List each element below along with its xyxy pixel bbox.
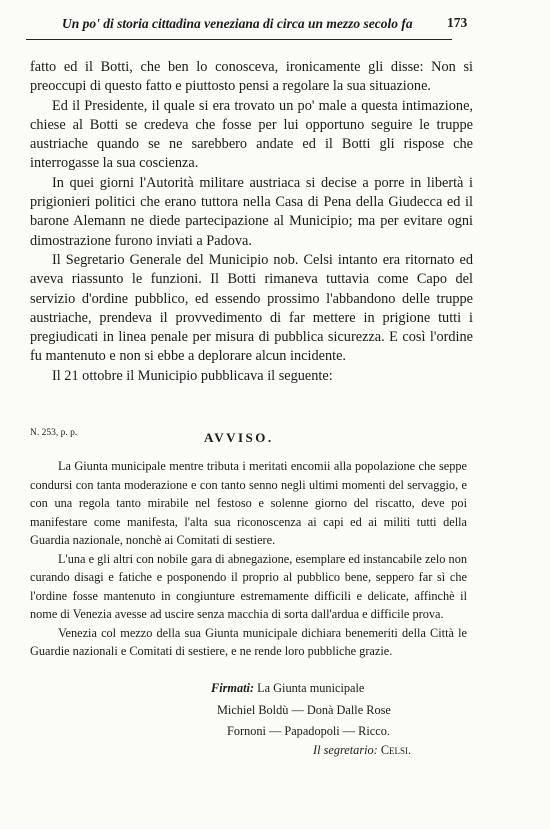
notice-title: AVVISO.	[204, 430, 274, 445]
secretary-line	[313, 743, 411, 758]
paragraph: Ed il Presidente, il quale si era trovato un po' male a questa intimazione, chiese al Botti se credeva che fosse per lui opportuno seguire le truppe austriache quando se ne sarebbero andate ed il Botti gli rispose che interrogasse la sua coscienza.	[30, 97, 473, 172]
page-number: 173	[447, 15, 468, 30]
main-text	[30, 58, 473, 386]
paragraph: fatto ed il Botti, che ben lo conosceva, ironicamente gli disse: Non si preoccupi di questo fatto e piuttosto pensi a regolare la sua situazione.	[30, 59, 473, 95]
paragraph: Il Segretario Generale del Municipio nob. Celsi intanto era ritornato ed aveva riassunto le funzioni. Il Botti rimaneva tuttavia come Capo del servizio d'ordine pubblico, ed essendo prossimo l'abbandono delle truppe austriache, prendeva il provvedimento di far mettere in prigione tutti i pregiudicati in linea penale per misura di pubblica sicurezza. E così l'ordine fu mantenuto e non si ebbe a deplorare alcun incidente.	[30, 251, 473, 365]
secretary-name: Celsi.	[380, 743, 412, 757]
protocol-reference: N. 253, p. p.	[30, 428, 78, 438]
header-rule	[26, 39, 452, 40]
notice-text	[30, 457, 467, 661]
signature-names-line1: Michiel Boldù — Donà Dalle Rose	[217, 703, 391, 717]
notice-paragraph: L'una e gli altri con nobile gara di abnegazione, esemplare ed instancabile zelo non curando disagi e fatiche e posponendo il proprio al pubblico bene, seppero far sì che l'ordine fosse mantenuto in congiunture estremamente difficili e delicate, affinchè il nome di Venezia avesse ad uscire senza macchia di sorta dall'ardua e difficile prova.	[30, 551, 467, 621]
giunta-label: La Giunta municipale	[257, 681, 365, 695]
notice-paragraph: Venezia col mezzo della sua Giunta municipale dichiara benemeriti della Città le Guardie nazionali e Comitati di sestiere, e ne rende loro pubbliche grazie.	[30, 625, 467, 658]
notice-paragraph: La Giunta municipale mentre tributa i meritati encomii alla popolazione che seppe condursi con tanta moderazione e con tanto senno negli ultimi momenti del servaggio, e con una regola tanto mirabile nel festoso e solenne giorno del riscatto, deve poi manifestare come manifesta, l'alta sua riconoscenza ai capi ed ai militi tutti della Guardia nazionale, nonchè ai Comitati di sestiere.	[30, 459, 467, 547]
paragraph: Il 21 ottobre il Municipio pubblicava il seguente:	[52, 367, 333, 384]
signature-header	[211, 681, 364, 696]
running-title: Un po' di storia cittadina veneziana di circa un mezzo secolo fa	[62, 16, 413, 31]
firmati-label: Firmati:	[211, 681, 255, 695]
secretary-label: Il segretario:	[313, 743, 378, 757]
signature-names-line2: Fornoni — Papadopoli — Ricco.	[227, 724, 390, 738]
paragraph: In quei giorni l'Autorità militare austriaca si decise a porre in libertà i prigionieri politici che erano tuttora nella Casa di Pena della Giudecca ed il barone Alemann ne diede partecipazione al Municipio; ma per evitare ogni dimostrazione furono inviati a Padova.	[30, 174, 473, 249]
